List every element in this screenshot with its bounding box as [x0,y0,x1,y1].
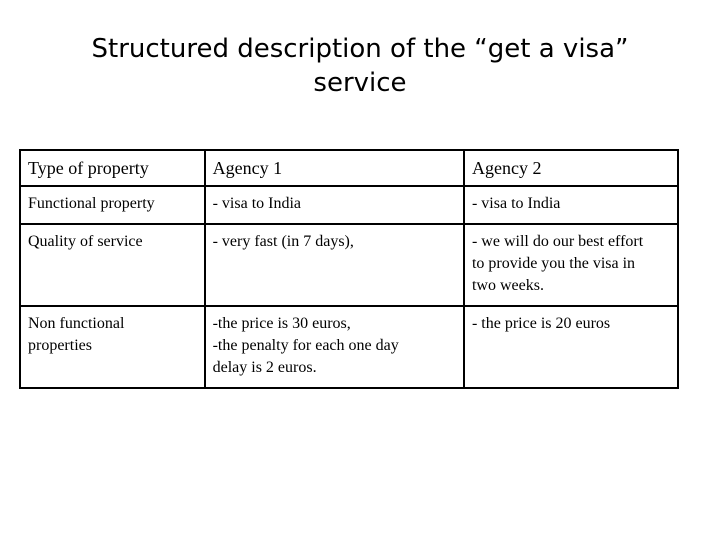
slide-title [0,32,720,100]
cell-text: delay is 2 euros. [212,359,317,376]
table-row [20,306,678,388]
agency2-cell [464,306,678,388]
table-row [20,186,678,224]
property-cell [20,306,205,388]
header-type-of-property: Type of property [20,150,205,186]
cell-text: -the penalty for each one day [212,337,399,354]
agency2-cell [464,186,678,224]
properties-table [19,149,679,389]
table-header-row [20,150,678,186]
cell-text: - very fast (in 7 days), [212,233,354,250]
table-row [20,224,678,306]
agency2-cell [464,224,678,306]
cell-text: - we will do our best effort [471,233,644,250]
cell-text: - visa to India [212,195,302,212]
cell-text: Quality of service [28,233,143,250]
cell-text: Non functional [28,315,125,332]
cell-text: - visa to India [471,195,561,212]
cell-text: -the price is 30 euros, [212,315,351,332]
cell-text: to provide you the visa in [471,255,636,272]
title-line-1: Structured description of the “get a visa” [91,34,629,64]
agency1-cell [205,186,464,224]
header-agency-1: Agency 1 [205,150,464,186]
property-cell [20,186,205,224]
cell-text: properties [28,337,92,354]
agency1-cell [205,306,464,388]
header-agency-2: Agency 2 [464,150,678,186]
property-cell [20,224,205,306]
agency1-cell [205,224,464,306]
cell-text: - the price is 20 euros [471,315,611,332]
cell-text: Functional property [28,195,155,212]
title-line-2: service [313,68,407,98]
cell-text: two weeks. [471,277,544,294]
